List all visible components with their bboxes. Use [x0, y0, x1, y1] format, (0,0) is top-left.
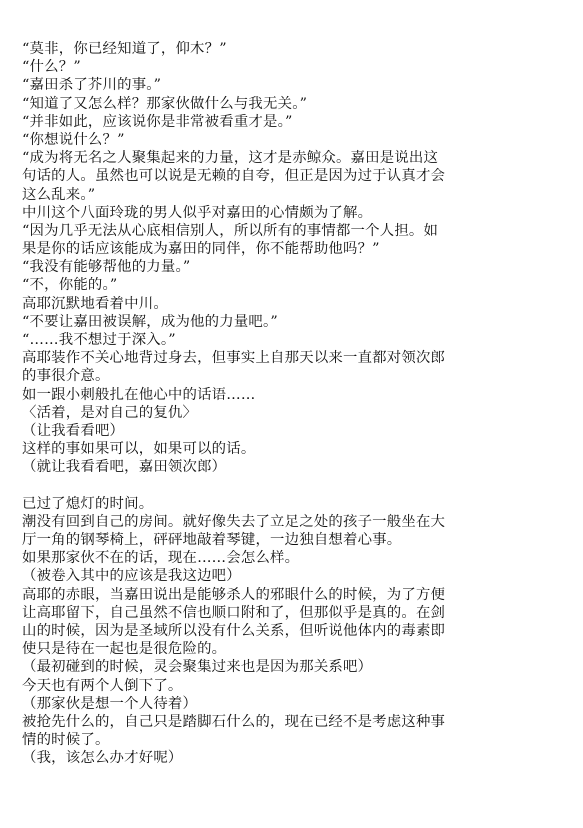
text-line: 果是你的话应该能成为嘉田的同伴，你不能帮助他吗？”: [22, 241, 380, 258]
text-line: 高耶沉默地看着中川。: [22, 295, 168, 312]
text-line: 句话的人。虽然也可以说是无赖的自夸，但正是因为过于认真才会: [22, 168, 446, 185]
text-line: 高耶装作不关心地背过身去，但事实上自那天以来一直都对领次郎: [22, 350, 446, 367]
text-line: “什么？”: [22, 59, 81, 76]
text-line: （被卷入其中的应该是我这边吧）: [22, 568, 241, 585]
text-line: 厅一角的钢琴椅上，砰砰地敲着琴键，一边独自想着心事。: [22, 532, 402, 549]
text-line: “因为几乎无法从心底相信别人，所以所有的事情都一个人担。如: [22, 222, 439, 239]
text-line: 高耶的赤眼，当嘉田说出是能够杀人的邪眼什么的时候，为了方便: [22, 586, 446, 603]
text-line: 让高耶留下，自己虽然不信也顺口附和了，但那似乎是真的。在剑: [22, 604, 446, 621]
text-line: 潮没有回到自己的房间。就好像失去了立足之处的孩子一般坐在大: [22, 513, 446, 530]
text-line: “嘉田杀了芥川的事。”: [22, 77, 162, 94]
text-line: “不要让嘉田被误解，成为他的力量吧。”: [22, 313, 278, 330]
text-line: “成为将无名之人聚集起来的力量，这才是赤鲸众。嘉田是说出这: [22, 150, 439, 167]
text-line: （最初碰到的时候，灵会聚集过来也是因为那关系吧）: [22, 659, 373, 676]
text-line: “我没有能够帮他的力量。”: [22, 259, 191, 276]
text-line: “莫非，你已经知道了，仰木？”: [22, 41, 227, 57]
text-line: 这样的事如果可以，如果可以的话。: [22, 441, 256, 458]
text-line: “……我不想过于深入。”: [22, 332, 176, 348]
text-line: “知道了又怎么样？那家伙做什么与我无关。”: [22, 95, 308, 112]
text-line: （我，该怎么办才好呢）: [22, 750, 183, 767]
section-break: [22, 477, 570, 495]
text-line: “并非如此，应该说你是非常被看重才是。”: [22, 113, 293, 130]
text-line: 今天也有两个人倒下了。: [22, 677, 183, 694]
document-page: [22, 40, 570, 768]
text-line: 山的时候，因为是圣域所以没有什么关系，但听说他体内的毒素即: [22, 623, 446, 639]
text-line: “不，你能的。”: [22, 277, 118, 294]
text-line: 的事很介意。: [22, 368, 110, 385]
text-line: 情的时候了。: [22, 732, 110, 749]
text-line: （那家伙是想一个人待着）: [22, 695, 198, 712]
text-line: 被抢先什么的，自己只是踏脚石什么的，现在已经不是考虑这种事: [22, 713, 446, 730]
text-line: 如一跟小刺般扎在他心中的话语……: [22, 386, 256, 403]
text-line: 如果那家伙不在的话，现在……会怎么样。: [22, 550, 300, 567]
text-line: 这么乱来。”: [22, 186, 96, 203]
text-line: 已过了熄灯的时间。: [22, 495, 154, 512]
text-line: （让我看看吧）: [22, 422, 125, 439]
text-line: “你想说什么？”: [22, 131, 125, 148]
text-line: 〈活着，是对自己的复仇〉: [22, 404, 198, 421]
text-line: 中川这个八面玲珑的男人似乎对嘉田的心情颇为了解。: [22, 204, 373, 221]
text-line: （就让我看看吧，嘉田领次郎）: [22, 459, 227, 476]
text-line: 使只是待在一起也是很危险的。: [22, 641, 227, 658]
